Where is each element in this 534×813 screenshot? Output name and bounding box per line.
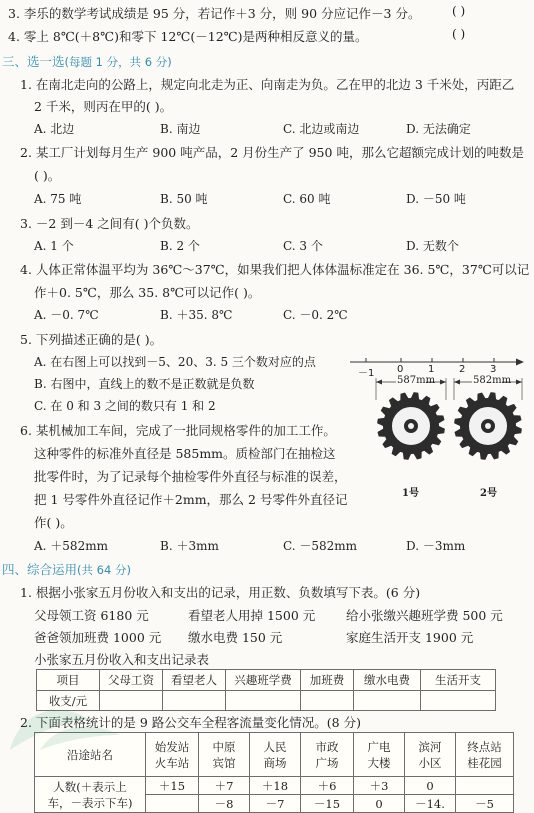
answer-cell[interactable]: [354, 691, 421, 711]
number-line-tick-label-2: 2: [459, 364, 466, 375]
mc-q2-line2: ( )。: [34, 168, 61, 183]
mc-q6-line3: 批零件时，为了记录每个抽检零件外直径与标准的误差，: [34, 469, 347, 484]
station-name-line1: 始发站: [154, 739, 190, 754]
mc-q2-option-c[interactable]: C. 60 吨: [283, 192, 331, 206]
table-header-cell: 缴水电费: [354, 670, 421, 691]
station-cell: [354, 733, 405, 777]
judge-q4-answer-paren[interactable]: ( ): [452, 27, 466, 41]
gear-2-dimension-label: 582mm: [473, 375, 512, 386]
station-name-line2: 广场: [315, 755, 339, 770]
watermark-leaf-icon: [0, 690, 140, 751]
mc-q4-option-c[interactable]: C. －0. 2℃: [283, 308, 348, 322]
mc-q2-option-d[interactable]: D. －50 吨: [406, 192, 466, 206]
boarding-cell: ＋15: [146, 777, 199, 795]
number-line-tick-label-3: 3: [490, 364, 497, 375]
table-header-cell: 项目: [37, 670, 100, 691]
alighting-cell: －5: [456, 795, 514, 813]
mc-q1-line1: 1. 在南北走向的公路上，规定向北走为正、向南走为负。乙在甲的北边 3 千米处，丙距乙: [20, 77, 515, 92]
app-q1-item-1: 父母领工资 6180 元: [34, 608, 149, 623]
gear-hole: [485, 423, 491, 429]
alighting-cell: －7: [250, 795, 301, 813]
boarding-cell: ＋3: [354, 777, 405, 795]
row-label-cell: [35, 777, 146, 813]
judge-q3-text: 3. 李乐的数学考试成绩是 95 分，若记作＋3 分，则 90 分应记作－3 分。: [8, 6, 421, 21]
station-name-line1: 终点站: [467, 739, 502, 754]
number-line-tick-label-0: 0: [397, 364, 404, 375]
station-name-line2: 大楼: [367, 755, 391, 770]
mc-q4-line2: 作＋0. 5℃，那么 35. 8℃可以记作( )。: [34, 285, 261, 300]
mc-q6-option-a[interactable]: A. ＋582mm: [34, 539, 108, 553]
mc-q6-option-b[interactable]: B. ＋3mm: [160, 539, 219, 553]
station-name-line1: 人民: [263, 739, 287, 754]
mc-q3-option-a[interactable]: A. 1 个: [34, 239, 74, 253]
boarding-cell: 0: [405, 777, 456, 795]
table-row-label: 收支/元: [37, 691, 100, 711]
table-row: [35, 777, 514, 795]
app-q1-item-2: 看望老人用掉 1500 元: [188, 608, 316, 623]
mc-q3-option-d[interactable]: D. 无数个: [406, 239, 459, 253]
section3-title: 三、选一选: [2, 54, 65, 69]
table-header-cell: 兴趣班学费: [226, 670, 301, 691]
mc-q4-line1: 4. 人体正常体温平均为 36℃～37℃，如果我们把人体体温标准定在 36. 5℃，37℃可以记: [20, 262, 530, 277]
table-header-cell: 加班费: [301, 670, 354, 691]
gear-2-icon: [454, 392, 522, 460]
mc-q2-line1: 2. 某工厂计划每月生产 900 吨产品，2 月份生产了 950 吨，那么它超额完成计划的吨数是: [20, 145, 524, 160]
mc-q6-line2: 这种零件的标准外直径是 585mm。质检部门在抽检这: [34, 446, 336, 461]
answer-cell[interactable]: [163, 691, 226, 711]
station-cell: [146, 733, 199, 777]
mc-q6-line5: 作( )。: [34, 515, 73, 530]
app-q1-item-5: 缴水电费 150 元: [188, 630, 283, 645]
alighting-cell: －14.: [405, 795, 456, 813]
table-corner-cell: 沿途站名: [35, 733, 146, 777]
table-header-cell: 父母工资: [100, 670, 163, 691]
section4-title: 四、综合运用: [2, 562, 78, 577]
answer-cell[interactable]: [301, 691, 354, 711]
judge-q4-text: 4. 零上 8℃(＋8℃)和零下 12℃(－12℃)是两种相反意义的量。: [8, 29, 368, 44]
station-name-line2: 宾馆: [212, 755, 236, 770]
gears-figure: [370, 374, 530, 484]
app-q1-item-3: 给小张缴兴趣班学费 500 元: [346, 608, 503, 623]
station-cell: [250, 733, 301, 777]
row-label-line1: 人数(＋表示上: [53, 779, 127, 794]
answer-cell[interactable]: [226, 691, 301, 711]
mc-q1-option-c[interactable]: C. 北边或南边: [283, 122, 360, 136]
station-name-line1: 滨河: [418, 739, 442, 754]
section3-heading: [2, 52, 172, 70]
table-row: [37, 670, 496, 691]
station-name-line2: 小区: [418, 755, 442, 770]
mc-q2-option-a[interactable]: A. 75 吨: [34, 192, 82, 206]
mc-q1-option-d[interactable]: D. 无法确定: [406, 122, 471, 136]
app-q2-line1: 2. 下面表格统计的是 9 路公交车全程客流量变化情况。(8 分): [20, 715, 361, 730]
mc-q3-option-c[interactable]: C. 3 个: [283, 239, 323, 253]
station-name-line1: 市政: [315, 739, 339, 754]
alighting-cell: 0: [354, 795, 405, 813]
gear-2-label: 2号: [480, 488, 497, 499]
alighting-cell: －8: [199, 795, 250, 813]
mc-q1-option-b[interactable]: B. 南边: [160, 122, 201, 136]
app-q1-table-title: 小张家五月份收入和支出记录表: [34, 652, 210, 667]
mc-q4-option-a[interactable]: A. －0. 7℃: [34, 308, 99, 322]
gear-1-label: 1号: [402, 488, 419, 499]
mc-q5-option-c[interactable]: C. 在 0 和 3 之间的数只有 1 和 2: [34, 399, 216, 413]
number-line-tick-label-1: 1: [428, 364, 435, 375]
app-q1-item-4: 爸爸领加班费 1000 元: [34, 630, 162, 645]
boarding-cell: ＋7: [199, 777, 250, 795]
gear-1-icon: [377, 392, 445, 460]
station-cell: [456, 733, 514, 777]
station-cell: [199, 733, 250, 777]
row-label-line2: 车，－表示下车): [47, 795, 133, 810]
section3-score: (每题 1 分，共 6 分): [64, 55, 172, 69]
mc-q5-option-b[interactable]: B. 右图中，直线上的数不是正数就是负数: [34, 377, 255, 391]
mc-q1-option-a[interactable]: A. 北边: [34, 122, 75, 136]
station-cell: [405, 733, 456, 777]
mc-q5-line1: 5. 下列描述正确的是( )。: [20, 332, 163, 347]
app-q1-line1: 1. 根据小张家五月份收入和支出的记录，用正数、负数填写下表。(6 分): [20, 585, 421, 600]
mc-q4-option-b[interactable]: B. ＋35. 8℃: [160, 308, 233, 322]
mc-q3-line1: 3. －2 到－4 之间有( )个负数。: [20, 216, 199, 231]
mc-q6-option-c[interactable]: C. －582mm: [283, 539, 358, 553]
section4-heading: [2, 560, 131, 578]
app-q1-item-6: 家庭生活开支 1900 元: [346, 630, 474, 645]
judge-q3-answer-paren[interactable]: ( ): [452, 4, 466, 18]
boarding-cell: ＋18: [250, 777, 301, 795]
station-name-line2: 商场: [263, 755, 287, 770]
mc-q3-option-b[interactable]: B. 2 个: [160, 239, 200, 253]
gear-1-dimension-label: 587mm: [397, 375, 436, 386]
mc-q5-option-a[interactable]: A. 在右图上可以找到－5、20、3. 5 三个数对应的点: [34, 355, 316, 369]
station-name-line1: 广电: [367, 739, 391, 754]
number-line-arrow-icon: [516, 359, 524, 366]
station-name-line2: 火车站: [154, 755, 190, 770]
boarding-cell: ＋6: [301, 777, 354, 795]
mc-q2-option-b[interactable]: B. 50 吨: [160, 192, 208, 206]
answer-cell[interactable]: [421, 691, 496, 711]
table-header-cell: 生活开支: [421, 670, 496, 691]
station-name-line1: 中原: [212, 739, 236, 754]
mc-q6-line4: 把 1 号零件外直径记作＋2mm，那么 2 号零件外直径记: [34, 492, 348, 507]
mc-q6-line1: 6. 某机械加工车间，完成了一批同规格零件的加工工作。: [20, 423, 336, 438]
table-header-cell: 看望老人: [163, 670, 226, 691]
number-line-tick-label-m1: －1: [358, 368, 375, 379]
alighting-cell: －15: [301, 795, 354, 813]
station-name-line2: 桂花园: [467, 755, 502, 770]
boarding-cell: [456, 777, 514, 795]
section4-score: (共 64 分): [77, 563, 131, 577]
mc-q1-line2: 2 千米，则丙在甲的( )。: [34, 99, 173, 114]
gear-hole: [408, 423, 414, 429]
station-cell: [301, 733, 354, 777]
alighting-cell: [146, 795, 199, 813]
mc-q6-option-d[interactable]: D. －3mm: [406, 539, 466, 553]
